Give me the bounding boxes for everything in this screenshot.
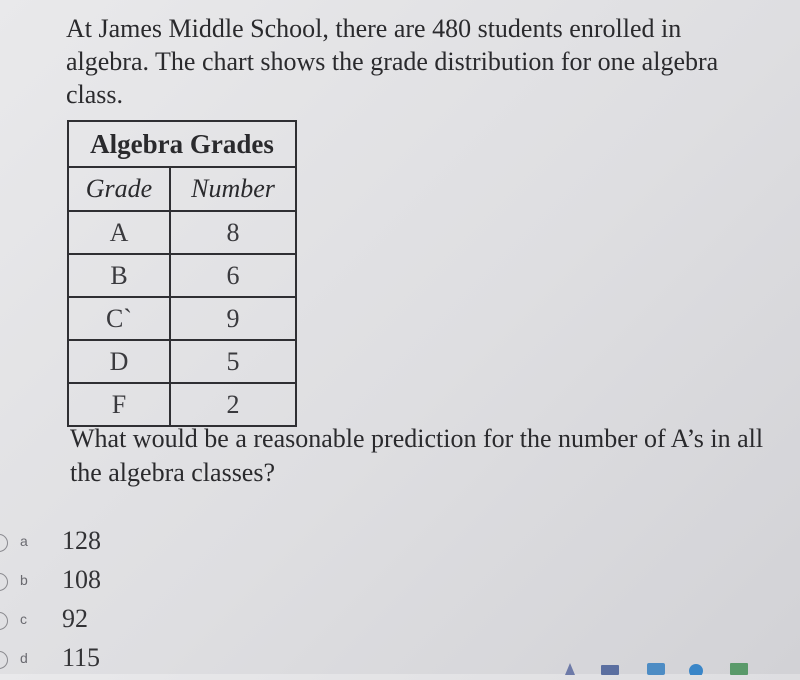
number-cell: 8	[170, 211, 296, 254]
table-row	[68, 297, 296, 340]
option-letter: b	[20, 572, 28, 588]
table-title: Algebra Grades	[68, 121, 296, 167]
table-row	[68, 383, 296, 426]
grade-cell: C`	[68, 297, 170, 340]
option-value[interactable]: 128	[62, 526, 101, 555]
option-b[interactable]	[0, 561, 300, 600]
option-letter: c	[20, 611, 27, 627]
column-header-grade: Grade	[68, 167, 170, 211]
radio-icon[interactable]	[0, 612, 8, 630]
grade-cell: F	[68, 383, 170, 426]
option-d[interactable]	[0, 639, 300, 678]
option-c[interactable]	[0, 600, 300, 639]
table-row	[68, 211, 296, 254]
number-cell: 6	[170, 254, 296, 297]
radio-icon[interactable]	[0, 534, 8, 552]
calendar-icon[interactable]	[730, 662, 748, 674]
number-cell: 9	[170, 297, 296, 340]
algebra-grades-table	[67, 120, 297, 427]
option-letter: a	[20, 533, 28, 549]
option-value[interactable]: 115	[62, 643, 101, 672]
browser-icon[interactable]	[687, 662, 705, 674]
option-a[interactable]	[0, 522, 300, 561]
table-row	[68, 254, 296, 297]
table-row	[68, 340, 296, 383]
number-cell: 2	[170, 383, 296, 426]
problem-intro: At James Middle School, there are 480 students enrolled in algebra. The chart shows the grade distribution for one algebra class.	[66, 14, 719, 109]
taskbar	[555, 660, 800, 674]
option-value[interactable]: 92	[62, 604, 88, 633]
app-icon[interactable]	[565, 662, 575, 674]
radio-icon[interactable]	[0, 651, 8, 669]
radio-icon[interactable]	[0, 573, 8, 591]
answer-options	[0, 522, 300, 678]
option-letter: d	[20, 650, 28, 666]
folder-icon[interactable]	[601, 662, 619, 674]
grade-cell: B	[68, 254, 170, 297]
question-text: What would be a reasonable prediction for the number of A’s in all the algebra classes?	[70, 424, 764, 487]
mail-icon[interactable]	[647, 662, 665, 674]
option-value[interactable]: 108	[62, 565, 101, 594]
grade-cell: A	[68, 211, 170, 254]
column-header-number: Number	[170, 167, 296, 211]
grade-cell: D	[68, 340, 170, 383]
number-cell: 5	[170, 340, 296, 383]
